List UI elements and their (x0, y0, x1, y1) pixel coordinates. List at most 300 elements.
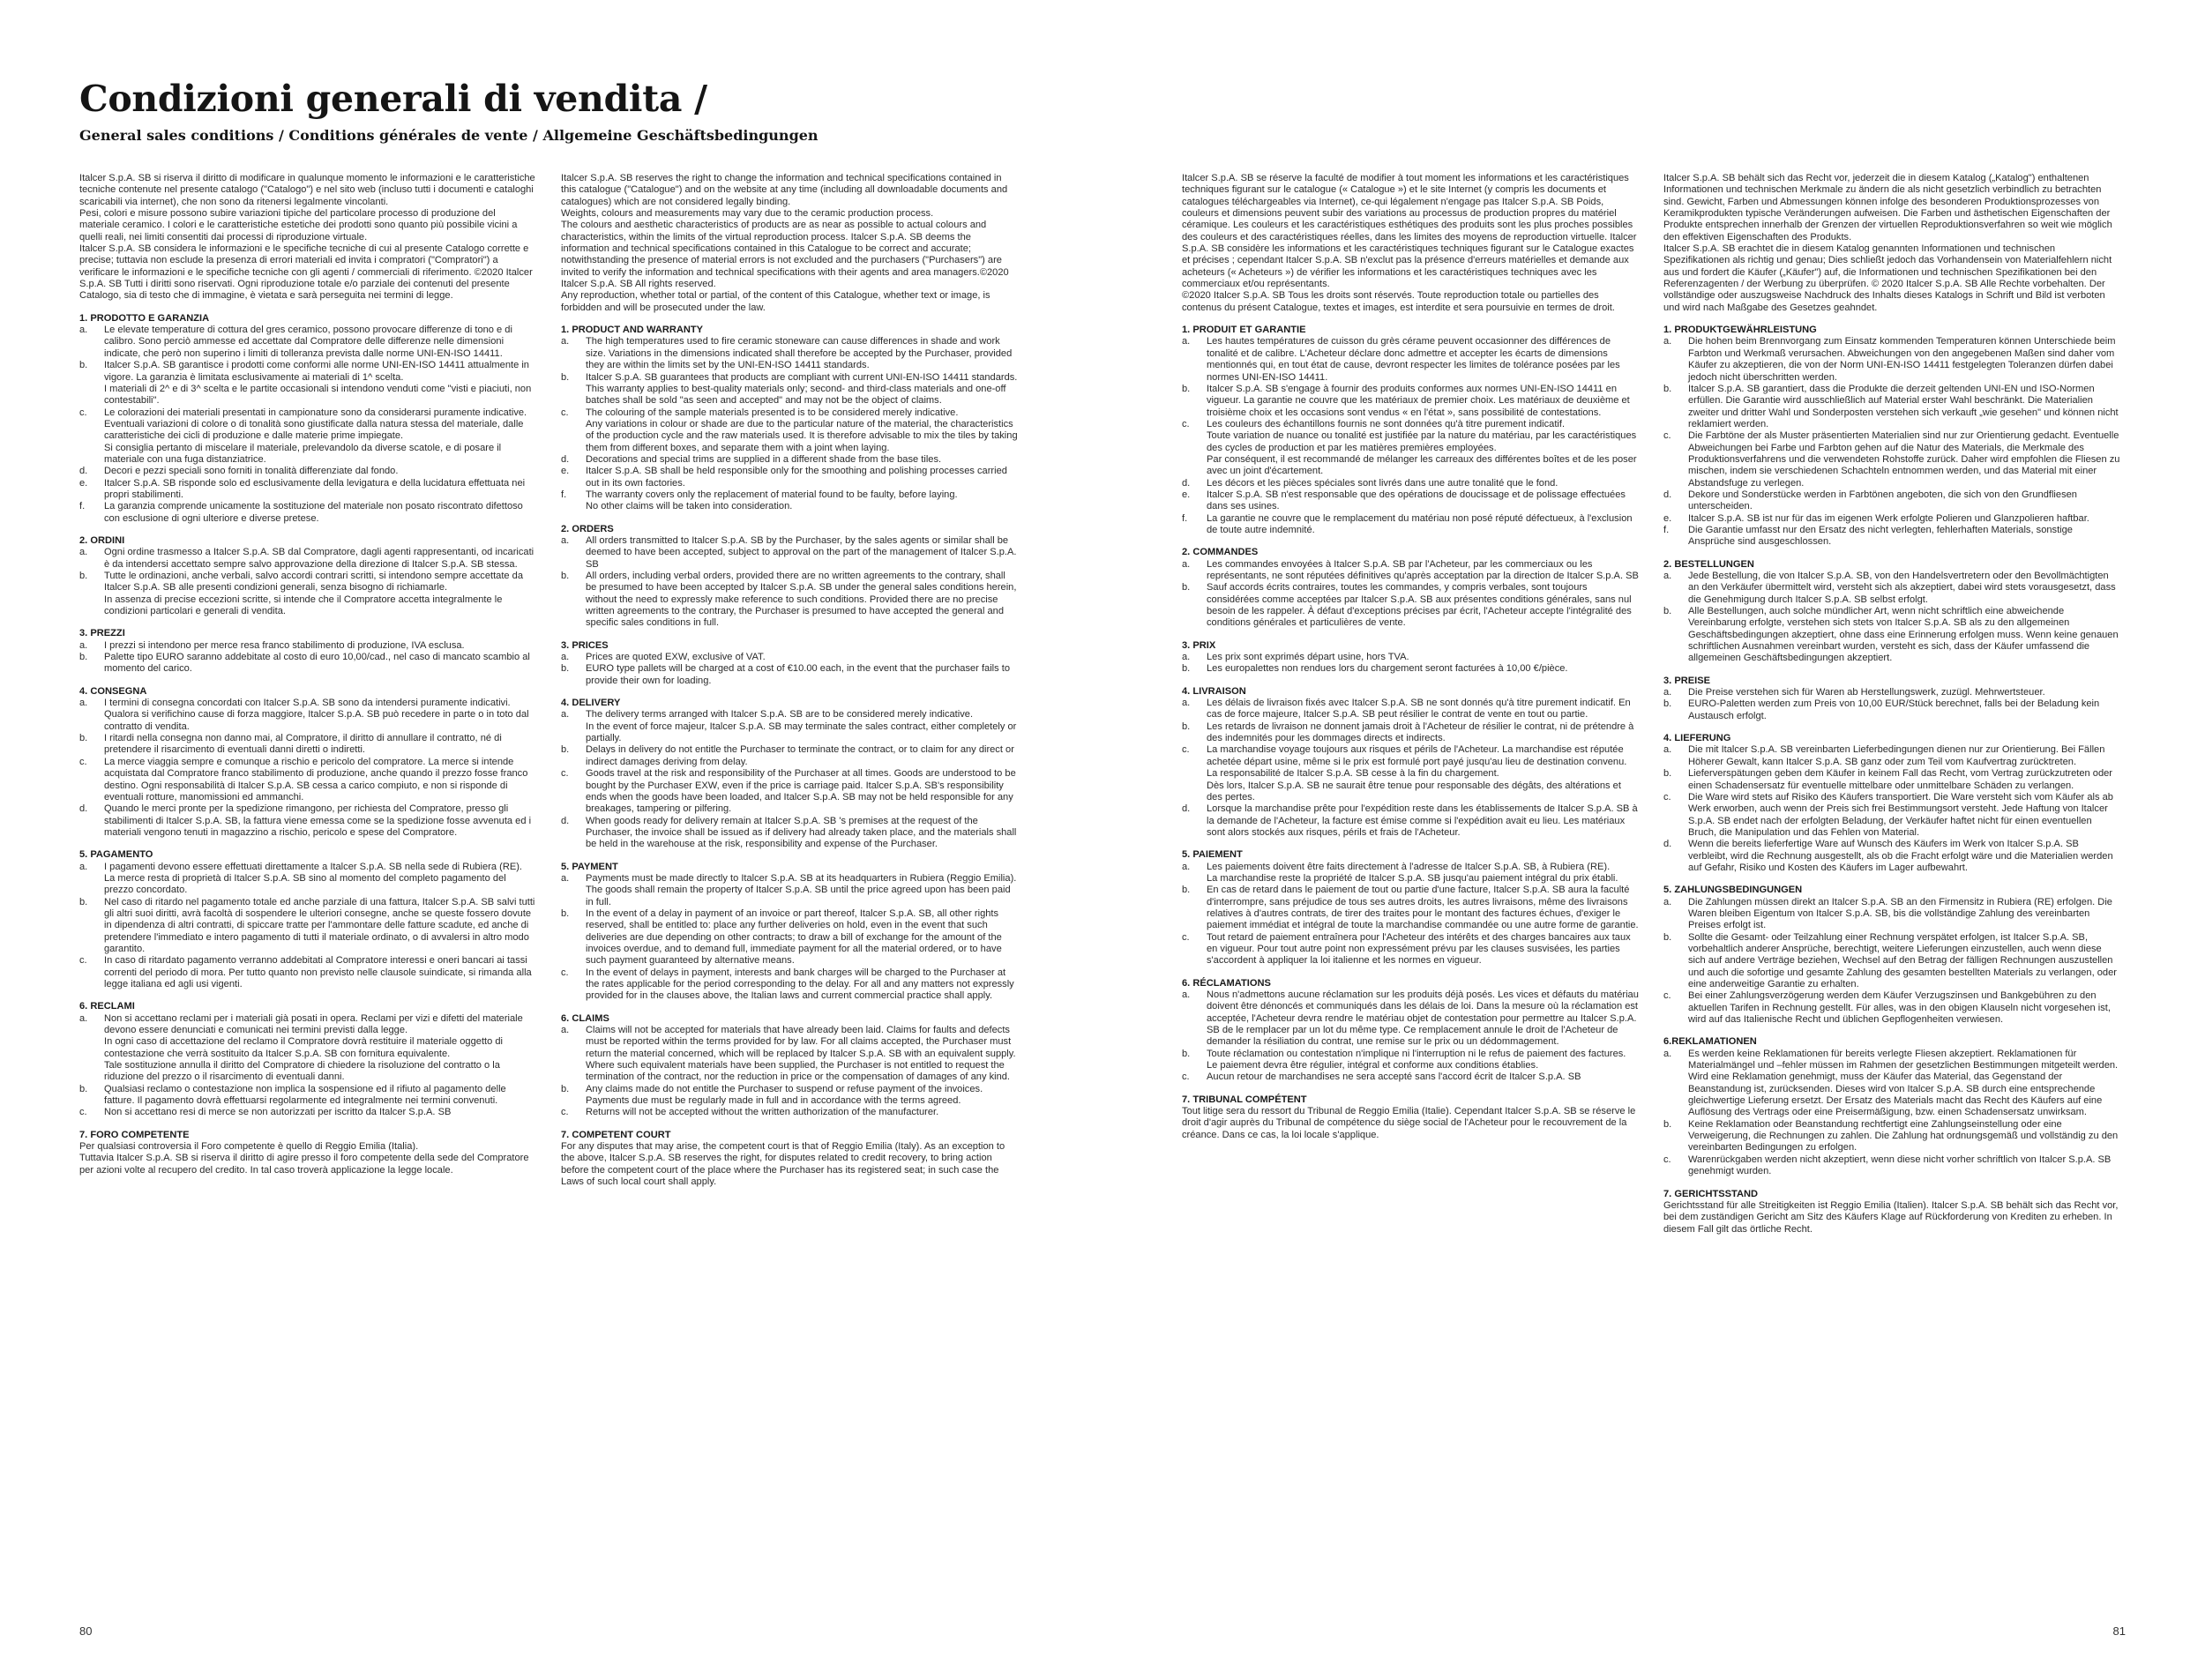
clause-letter: b. (561, 663, 570, 675)
clause-item (1182, 513, 1639, 537)
clause-item (1663, 744, 2120, 768)
clause-text: All orders, including verbal orders, provided there are no written agreements to the contrary, shall be presumed to have been accepted by Italcer S.p.A. SB under the general sales conditions herein, without the need to expressly make reference to such conditions. Provided there are no precise written agreements to the contrary, the Purchaser is presumed to have accepted the general and specific sales conditions in full. (586, 571, 1017, 629)
clause-letter: c. (79, 1107, 87, 1118)
page-subtitle: General sales conditions / Conditions générales de vente / Allgemeine Geschäftsbedingungen (79, 127, 818, 144)
section-heading: 2. COMMANDES (1182, 547, 1259, 558)
clause-item (1663, 687, 2120, 698)
terms-section (1663, 676, 2120, 722)
clause-letter: c. (79, 407, 87, 418)
section-heading: 7. GERICHTSSTAND (1663, 1188, 1759, 1199)
clause-letter: c. (1663, 430, 1671, 442)
clause-item (79, 862, 536, 897)
clause-text: Nel caso di ritardo nel pagamento totale ed anche parziale di una fattura, Italcer S.p.A. SB salvi tutti gli altri suoi diritti, avrà facoltà di sospendere le ulteriori consegne, anche se queste fossero dovute in dipendenza di altri contratti, di spiccare tratte per l'ammontare delle fatture scadute, ed anche di pretendere l'immediato e intero pagamento di tutti il materiale ordinato, o di avvalersi in altro modo garantito. (104, 896, 535, 954)
clause-list (79, 1013, 536, 1119)
clause-letter: e. (561, 466, 570, 477)
clause-letter: d. (561, 453, 570, 465)
clause-text: Dekore und Sonderstücke werden in Farbtönen angeboten, die sich von den Grundfliesen unterscheiden. (1688, 489, 2077, 512)
clause-item (79, 407, 536, 467)
clause-list (1182, 336, 1639, 536)
terms-section (79, 313, 536, 525)
section-text: Per qualsiasi controversia il Foro competente è quello di Reggio Emilia (Italia). Tuttavia Italcer S.p.A. SB si riserva il diritto di agire presso il foro competente della sede del Compratore per azioni volte al recupero del credito. In tal caso troverà applicazione la legge locale. (79, 1141, 529, 1176)
clause-text: Ogni ordine trasmesso a Italcer S.p.A. SB dal Compratore, dagli agenti rappresentanti, od incaricati è da intendersi accettato sempre salvo approvazione della direzione di Italcer S.p.A. SB stessa. (104, 547, 534, 570)
clause-letter: d. (1663, 489, 1672, 500)
clause-letter: b. (561, 371, 570, 383)
clause-list (1182, 652, 1639, 676)
clause-text: Aucun retour de marchandises ne sera accepté sans l'accord écrit de Italcer S.p.A. SB (1207, 1071, 1581, 1083)
clause-list (1663, 744, 2120, 874)
clause-letter: e. (1182, 489, 1191, 500)
clause-list (1663, 571, 2120, 665)
clause-letter: a. (1663, 687, 1672, 698)
clause-letter: b. (1182, 721, 1191, 732)
section-heading: 5. ZAHLUNGSBEDINGUNGEN (1663, 885, 1803, 896)
clause-item (1182, 419, 1639, 478)
clause-text: Die Zahlungen müssen direkt an Italcer S.p.A. SB an den Firmensitz in Rubiera (RE) erfolgen. Die Waren bleiben Eigentum von Italcer S.p.A. SB, bis die vollständige Zahlung des vereinbarten Preises erfolgt ist. (1688, 896, 2112, 931)
clause-text: Jede Bestellung, die von Italcer S.p.A. SB, von den Handelsvertretern oder den Bevollmächtigten an den Verkäufer übermittelt wird, versteht sich als akzeptiert, dabei wird stets vorausgesetzt, dass die Genehmigung durch Italcer S.p.A. SB selbst erfolgt. (1688, 571, 2116, 605)
clause-item (1663, 336, 2120, 383)
terms-section (1182, 640, 1639, 676)
clause-item (1663, 1049, 2120, 1119)
clause-text: Italcer S.p.A. SB n'est responsable que des opérations de doucissage et de polissage effectuées dans ses usines. (1207, 489, 1626, 512)
clause-item (79, 1107, 536, 1118)
clause-letter: b. (561, 744, 570, 756)
clause-item (1663, 1119, 2120, 1154)
section-heading: 1. PRODOTTO E GARANZIA (79, 312, 210, 324)
clause-item (1663, 571, 2120, 606)
clause-item (561, 663, 1018, 687)
terms-section (79, 1130, 536, 1176)
terms-section (1182, 1094, 1639, 1141)
clause-text: Les décors et les pièces spéciales sont livrés dans une autre tonalité que le fond. (1207, 477, 1558, 489)
clause-letter: b. (1182, 1048, 1191, 1059)
section-text: Tout litige sera du ressort du Tribunal de Reggio Emilia (Italie). Cependant Italcer S.p.A. SB se réserve le droit d'agir auprès du Tribunal de compétence du siège social de l'Acheteur pour le recouvrement de la créance. Dans ce cas, la loi locale s'applique. (1182, 1106, 1636, 1140)
clause-letter: b. (1663, 606, 1672, 617)
clause-letter: a. (79, 325, 88, 336)
clause-letter: a. (1182, 698, 1191, 709)
terms-section (1663, 325, 2120, 549)
clause-letter: e. (79, 477, 88, 489)
clause-letter: f. (561, 489, 567, 500)
clause-text: La merce viaggia sempre e comunque a rischio e pericolo del compratore. La merce si intende acquistata dal Compratore franco stabilimento di produzione, anche quando il prezzo fosse franco destino. Ogni responsabilità di Italcer S.p.A. SB cessa a carico compiuto, e non si risponde di eventuali rotture, manomissioni ed ammanchi. (104, 756, 528, 803)
section-heading: 6. RÉCLAMATIONS (1182, 977, 1271, 989)
page-title: Condizioni generali di vendita / (79, 78, 707, 120)
clause-text: Lorsque la marchandise prête pour l'expédition reste dans les établissements de Italcer S.p.A. SB à la demande de l'Acheteur, la facture est émise comme si l'expédition avait eu lieu. Les matériaux sont alors stockés aux risques, périls et frais de l'Acheteur. (1207, 803, 1638, 838)
clause-item (1663, 525, 2120, 549)
clause-item (79, 955, 536, 990)
clause-item (1182, 885, 1639, 931)
clause-letter: b. (79, 360, 88, 371)
clause-letter: a. (561, 1025, 570, 1036)
page-number-left: 80 (79, 1624, 93, 1638)
clause-letter: b. (1663, 1118, 1672, 1130)
intro-paragraph: Italcer S.p.A. SB behält sich das Recht vor, jederzeit die in diesem Katalog („Katalog") enthaltenen Informationen und technischen Merkmale zu ändern die als nicht gesetzlich verbindlich zu betrachten sind. Gewicht, Farben und Abmessungen können infolge des besonderen Produktionsprozesses von Keramikprodukten typische Veränderungen aufweisen. Die Farben und ästhetischen Eigenschaften der Produkte entsprechen innerhalb der Grenzen der virtuellen Reproduktionsverfahren so weit wie möglich den effektiven Eigenschaften des Produkts. Italcer S.p.A. SB erachtet die in diesem Katalog genannten Informationen und technischen Spezifikationen als richtig und genau; Dies schließt jedoch das Vorhandensein von Materialfehlern nicht aus und fordert die Käufer („Käufer") auf, die Informationen und technischen Spezifikationen bei den Referenzagenten / der Werbung zu überprüfen. © 2020 Italcer S.p.A. SB Alle Rechte vorbehalten. Der vollständige oder auszugsweise Nachdruck des Inhalts dieses Katalogs in Schrift und Bild ist verboten und wird nach Maßgabe des Gesetzes geahndet. (1663, 173, 2112, 313)
section-text: Gerichtsstand für alle Streitigkeiten ist Reggio Emilia (Italien). Italcer S.p.A. SB behält sich das Recht vor, bei dem zuständigen Gericht am Sitz des Käufers Klage auf Rückforderung von Krediten zu erheben. In diesem Fall gilt das örtliche Recht. (1663, 1199, 2119, 1235)
clause-item (1182, 582, 1639, 629)
clause-letter: d. (1663, 839, 1672, 850)
terms-section (79, 628, 536, 675)
page-number-right: 81 (2112, 1624, 2126, 1638)
clause-text: Non si accettano reclami per i materiali già posati in opera. Reclami per vizi e difetti del materiale devono essere denunciati e comunicati nei termini previsti dalla legge. In ogni caso di accettazione del reclamo il Compratore dovrà restituire il materiale oggetto di contestazione che verrà sostituito da Italcer S.p.A. SB con fornitura equivalente. Tale sostituzione annulla il diritto del Compratore di chiedere la risoluzione del contratto o la riduzione del prezzo o il risarcimento di eventuali danni. (104, 1012, 523, 1083)
intro-paragraph: Italcer S.p.A. SB si riserva il diritto di modificare in qualunque momento le informazioni e le caratteristiche tecniche contenute nel presente catalogo ("Catalogo") e nel sito web (incluso tutti i documenti e cataloghi scaricabili via internet), che non sono da ritenersi legalmente vincolanti. Pesi, colori e misure possono subire variazioni tipiche del particolare processo di produzione del materiale ceramico. I colori e le caratteristiche estetiche dei prodotti sono quanto più possibile vicini a quelli reali, nei limiti consentiti dai processi di riproduzione virtuale. Italcer S.p.A. SB considera le informazioni e le specifiche tecniche di cui al presente Catalogo corrette e precise; tuttavia non esclude la presenza di errori materiali ed invita i compratori ("Compratori") a verificare le informazioni e le specifiche tecniche con gli agenti / commerciali di riferimento. ©2020 Italcer S.p.A. SB Tutti i diritti sono riservati. Ogni riproduzione totale e/o parziale dei contenuti del presente Catalogo, sia di testo che di immagine, è vietata e sarà perseguita nei termini di legge. (79, 173, 535, 302)
clause-text: Es werden keine Reklamationen für bereits verlegte Fliesen akzeptiert. Reklamationen für Materialmängel und –fehler müssen im Rahmen der gesetzlichen Bestimmungen mitgeteilt werden. Wird eine Reklamation genehmigt, muss der Käufer das Material, das Gegenstand der Beanstandung ist, zurücksenden. Dieses wird von Italcer S.p.A. SB durch eine entsprechende gleichwertige Lieferung ersetzt. Der Ersatz des Materials macht das Recht des Käufers auf eine Auflösung des Vertrags oder eine Preisermäßigung, bzw. einen Schadensersatz unwirksam. (1688, 1048, 2119, 1118)
clause-letter: a. (561, 534, 570, 546)
terms-section (1663, 733, 2120, 874)
clause-item (79, 360, 536, 407)
clause-item (79, 571, 536, 617)
clause-list (79, 640, 536, 676)
clause-letter: a. (1663, 744, 1672, 756)
clause-item (1182, 803, 1639, 839)
clause-item (79, 640, 536, 652)
section-heading: 1. PRODUKTGEWÄHRLEISTUNG (1663, 325, 1817, 336)
clause-letter: c. (1182, 931, 1190, 943)
clause-item (1182, 489, 1639, 513)
clause-letter: d. (79, 466, 88, 477)
clause-text: Italcer S.p.A. SB ist nur für das im eigenen Werk erfolgte Polieren und Glanzpolieren haftbar. (1688, 512, 2089, 524)
clause-letter: e. (1663, 512, 1672, 524)
clause-text: La marchandise voyage toujours aux risques et périls de l'Acheteur. La marchandise est réputée achetée départ usine, même si le prix est formulé port payé jusqu'au lieu de destination convenu. La responsabilité de Italcer S.p.A. SB cesse à la fin du chargement. Dès lors, Italcer S.p.A. SB ne saurait être tenue pour responsable des dégâts, des altérations et des pertes. (1207, 744, 1627, 803)
clause-letter: a. (1663, 896, 1672, 907)
clause-letter: b. (1663, 768, 1672, 780)
clause-letter: b. (1663, 698, 1672, 710)
terms-section (561, 862, 1018, 1003)
clause-text: Les paiements doivent être faits directement à l'adresse de Italcer S.p.A. SB, à Rubiera (RE). La marchandise reste la propriété de Italcer S.p.A. SB jusqu'au paiement intégral du prix établi. (1207, 861, 1618, 884)
clause-text: All orders transmitted to Italcer S.p.A. SB by the Purchaser, by the sales agents or similar shall be deemed to have been accepted, subject to approval on the part of the management of Italcer S.p.A. SB (586, 534, 1017, 570)
clause-item (1182, 336, 1639, 383)
section-heading: 2. ORDINI (79, 534, 125, 546)
clause-text: Italcer S.p.A. SB s'engage à fournir des produits conformes aux normes UNI-EN-ISO 14411 en vigueur. La garantie ne couvre que les matériaux de premier choix. Les matériaux de deuxième et troisième choix et les occasions sont vendus « en l'état », sans possibilité de contestations. (1207, 383, 1630, 418)
clause-letter: a. (1663, 571, 1672, 581)
clause-text: Palette tipo EURO saranno addebitate al costo di euro 10,00/cad., nel caso di mancato scambio al momento del carico. (104, 652, 530, 675)
clause-item (1182, 478, 1639, 489)
clause-item (1663, 698, 2120, 722)
clause-item (1663, 513, 2120, 525)
section-heading: 3. PRIX (1182, 639, 1216, 651)
clause-item (561, 535, 1018, 571)
clause-text: Qualsiasi reclamo o contestazione non implica la sospensione ed il rifiuto al pagamento delle fatture. Il pagamento dovrà effettuarsi regolarmente ed integralmente nei termini convenuti. (104, 1083, 506, 1107)
clause-text: Les prix sont exprimés départ usine, hors TVA. (1207, 652, 1409, 663)
clause-letter: b. (1182, 383, 1191, 394)
clause-text: Nous n'admettons aucune réclamation sur les produits déjà posés. Les vices et défauts du matériau doivent être dénoncés et communiqués dans les délais de loi. Dans la mesure où la réclamation est acceptée, l'Acheteur devra rendre le matériau objet de contestation pour permettre au Italcer S.p.A. SB de le remplacer par un lot du même type. Ce remplacement annule le droit de l'Acheteur de demander la résiliation du contrat, une remise sur le prix ou un dédommagement. (1207, 989, 1639, 1048)
clause-text: Les délais de livraison fixés avec Italcer S.p.A. SB ne sont donnés qu'à titre purement indicatif. En cas de force majeure, Italcer S.p.A. SB peut résilier le contrat de vente en tout ou partie. (1207, 698, 1631, 721)
clause-item (1663, 489, 2120, 513)
column-english (561, 173, 1018, 1189)
clause-text: EURO-Paletten werden zum Preis von 10,00 EUR/Stück berechnet, falls bei der Beladung kein Austausch erfolgt. (1688, 698, 2100, 721)
clause-letter: a. (79, 547, 88, 558)
clause-text: Tutte le ordinazioni, anche verbali, salvo accordi contrari scritti, si intendono sempre accettate da Italcer S.p.A. SB alle presenti condizioni generali, senza bisogno di richiamarle. In assenza di precise eccezioni scritte, si intende che il Compratore accetta integralmente le condizioni particolari e generali di vendita. (104, 571, 524, 617)
clause-item (1182, 744, 1639, 803)
terms-section (1663, 1189, 2120, 1236)
clause-list (561, 873, 1018, 1003)
clause-text: Les commandes envoyées à Italcer S.p.A. SB par l'Acheteur, par les commerciaux ou les représentants, ne sont réputées définitives qu'après acceptation par la direction de Italcer S.p.A. SB (1207, 558, 1639, 581)
clause-text: In the event of delays in payment, interests and bank charges will be charged to the Purchaser at the rates applicable for the period corresponding to the delay. For all and any matters not expressly provided for in the clauses above, the Italian laws and current commercial practice shall apply. (586, 967, 1014, 1002)
clause-letter: c. (1663, 1154, 1671, 1165)
clause-text: Tout retard de paiement entraînera pour l'Acheteur des intérêts et des charges bancaires aux taux en vigueur. Pour tout autre point non expressément prévu par les clauses susvisées, les parties s'accordent à appliquer la loi italienne et les normes en vigueur. (1207, 931, 1631, 967)
clause-text: La garantie ne couvre que le remplacement du matériau non posé réputé défectueux, à l'exclusion de toute autre indemnité. (1207, 512, 1633, 535)
clause-letter: b. (1663, 931, 1672, 943)
clause-text: Die Ware wird stets auf Risiko des Käufers transportiert. Die Ware versteht sich vom Käufer als ab Werk erworben, auch wenn der Preis sich frei Bestimmungsort versteht. Jede Haftung von Italcer S.p.A. SB endet nach der erfolgten Beladung, der Verkäufer haftet nicht für einen eventuellen Bruch, die Manipulation und das Fehlen von Material. (1688, 791, 2113, 838)
intro-paragraph: Italcer S.p.A. SB reserves the right to change the information and technical specifications contained in this catalogue ("Catalogue") and on the website at any time (including all downloadable documents and catalogues) which are not considered legally binding. Weights, colours and measurements may vary due to the ceramic production process. The colours and aesthetic characteristics of products are as near as possible to actual colours and characteristics, within the limits of the virtual reproduction process. Italcer S.p.A. SB deems the information and technical specifications contained in this Catalogue to be correct and accurate; notwithstanding the presence of material errors is not excluded and the purchasers ("Purchasers") are invited to verify the information and technical specifications with their agents and area managers.©2020 Italcer S.p.A. SB All rights reserved. Any reproduction, whether total or partial, of the content of this Catalogue, whether text or image, is forbidden and will be prosecuted under the law. (561, 173, 1009, 313)
clause-item (1182, 721, 1639, 745)
clause-text: Die Garantie umfasst nur den Ersatz des nicht verlegten, fehlerhaften Materials, sonstige Ansprüche sind ausgeschlossen. (1688, 524, 2073, 548)
clause-letter: c. (561, 407, 569, 418)
clause-text: Prices are quoted EXW, exclusive of VAT. (586, 652, 766, 663)
terms-section (1182, 686, 1639, 839)
clause-text: In the event of a delay in payment of an invoice or part thereof, Italcer S.p.A. SB, all other rights reserved, shall be entitled to: place any further deliveries on hold, even in the event that such deliveries are due depending on other contracts; to draw a bill of exchange for the amount of the invoices overdue, and to demand full, immediate payment for all the material ordered, or to have such payment guaranteed by alternative means. (586, 907, 1002, 967)
clause-item (561, 466, 1018, 489)
clause-item (561, 372, 1018, 407)
section-heading: 4. DELIVERY (561, 698, 621, 709)
clause-item (79, 1084, 536, 1108)
terms-section (79, 1001, 536, 1118)
clause-item (1182, 1071, 1639, 1083)
clause-letter: b. (561, 571, 570, 581)
clause-letter: a. (79, 698, 88, 709)
clause-item (1182, 989, 1639, 1049)
clause-letter: a. (1182, 989, 1191, 1000)
section-heading: 7. COMPETENT COURT (561, 1129, 671, 1140)
clause-text: Returns will not be accepted without the written authorization of the manufacturer. (586, 1107, 939, 1118)
section-heading: 6. CLAIMS (561, 1012, 609, 1024)
clause-text: I termini di consegna concordati con Italcer S.p.A. SB sono da intendersi puramente indicativi. Qualora si verifichino cause di forza maggiore, Italcer S.p.A. SB può recedere in parte o in toto dal contratto di vendita. (104, 698, 529, 732)
clause-item (79, 698, 536, 733)
section-heading: 5. PAGAMENTO (79, 849, 153, 861)
clause-item (561, 336, 1018, 371)
clause-text: The high temperatures used to fire ceramic stoneware can cause differences in shade and work size. Variations in the dimensions indicated shall therefore be accepted by the Purchaser, provided they are within the limits set by the UNI-EN-ISO 14411 standards. (586, 336, 1013, 371)
clause-letter: b. (561, 907, 570, 919)
clause-item (1663, 897, 2120, 932)
clause-text: Sauf accords écrits contraires, toutes les commandes, y compris verbales, sont toujours considérées comme acceptées par Italcer S.p.A. SB aux présentes conditions générales, sans nul besoin de les rappeler. À défaut d'exceptions précises par écrit, l'Acheteur accepte l'intégralité des conditions générales et particulières de vente. (1207, 582, 1632, 629)
section-heading: 1. PRODUCT AND WARRANTY (561, 325, 704, 336)
clause-letter: a. (79, 861, 88, 872)
clause-text: Goods travel at the risk and responsibility of the Purchaser at all times. Goods are understood to be bought by the Purchaser EXW, even if the price is carriage paid. Italcer S.p.A. SB's responsibility ends when the goods have been loaded, and Italcer S.p.A. SB may not be held responsible for any breakages, tampering or pilfering. (586, 768, 1016, 815)
terms-section (1182, 547, 1639, 629)
clause-item (1663, 384, 2120, 430)
clause-item (79, 501, 536, 525)
clause-item (561, 454, 1018, 466)
terms-section (561, 524, 1018, 630)
clause-text: Le elevate temperature di cottura del gres ceramico, possono provocare differenze di tono e di calibro. Sono perciò ammesse ed accettate dal Compratore delle differenze nelle dimensioni indicate, che però non superino i limiti di tolleranza prevista dalle norme UNI-EN-ISO 14411. (104, 325, 512, 359)
clause-list (79, 325, 536, 525)
clause-letter: c. (561, 967, 569, 978)
clause-list (561, 709, 1018, 850)
clause-list (79, 698, 536, 839)
clause-item (561, 1025, 1018, 1084)
terms-section (79, 535, 536, 617)
clause-text: Die mit Italcer S.p.A. SB vereinbarten Lieferbedingungen dienen nur zur Orientierung. Bei Fällen Höherer Gewalt, kann Italcer S.p.A. SB ganz oder zum Teil vom Kaufvertrag zurücktreten. (1688, 744, 2105, 767)
clause-item (1182, 663, 1639, 675)
clause-letter: a. (1663, 1048, 1672, 1059)
clause-text: Die Preise verstehen sich für Waren ab Herstellungswerk, zuzügl. Mehrwertsteuer. (1688, 687, 2045, 698)
clause-item (561, 873, 1018, 908)
clause-text: Les europalettes non rendues lors du chargement seront facturées à 10,00 €/pièce. (1207, 663, 1568, 675)
clause-item (79, 803, 536, 839)
terms-section (561, 1013, 1018, 1119)
clause-item (79, 547, 536, 571)
clause-list (1663, 336, 2120, 548)
clause-letter: c. (79, 955, 87, 967)
clause-letter: b. (79, 571, 88, 581)
clause-letter: a. (561, 336, 570, 347)
clause-item (1663, 990, 2120, 1026)
clause-item (79, 652, 536, 676)
clause-letter: b. (79, 1083, 88, 1094)
clause-text: Italcer S.p.A. SB guarantees that products are compliant with current UNI-EN-ISO 14411 standards. This warranty applies to best-quality materials only; second- and third-class materials and one-off batches shall be sold "as seen and accepted" and may not be the object of claims. (586, 371, 1018, 407)
clause-item (1663, 839, 2120, 874)
clause-letter: b. (1182, 885, 1191, 896)
clause-text: Les retards de livraison ne donnent jamais droit à l'Acheteur de résilier le contrat, ni de prétendre à des indemnités pour les dommages directs et indirects. (1207, 721, 1634, 744)
section-heading: 5. PAYMENT (561, 861, 618, 872)
clause-text: The delivery terms arranged with Italcer S.p.A. SB are to be considered merely indicative. In the event of force majeur, Italcer S.p.A. SB may terminate the sales contract, either completely or partially. (586, 709, 1017, 744)
clause-letter: b. (1663, 383, 1672, 394)
clause-text: Delays in delivery do not entitle the Purchaser to terminate the contract, or to claim for any direct or indirect damages deriving from delay. (586, 744, 1014, 767)
clause-list (79, 547, 536, 617)
terms-section (1663, 1036, 2120, 1177)
clause-item (79, 1013, 536, 1084)
page-left (0, 0, 1102, 1680)
clause-text: Italcer S.p.A. SB garantiert, dass die Produkte die derzeit geltenden UNI-EN und ISO-Normen erfüllen. Die Garantie wird ausschließlich auf Material erster Wahl beschränkt. Die Materialien zweiter und dritter Wahl und Sonderposten verstehen sich verkauft „wie gesehen" und können nicht reklamiert werden. (1688, 383, 2119, 429)
clause-letter: a. (79, 1012, 88, 1024)
terms-section (561, 325, 1018, 513)
clause-item (1182, 652, 1639, 663)
clause-text: Les hautes températures de cuisson du grès cérame peuvent occasionner des différences de tonalité et de calibre. L'Acheteur déclare donc admettre et accepter les écarts de dimensions mentionnés qui, en tout état de cause, devront respecter les limites de tolérance posées par les normes UNI-EN-ISO 14411. (1207, 336, 1620, 383)
clause-list (1663, 1049, 2120, 1178)
clause-item (561, 744, 1018, 768)
clause-letter: a. (1182, 861, 1191, 872)
section-heading: 7. FORO COMPETENTE (79, 1129, 190, 1140)
section-heading: 3. PREISE (1663, 675, 1711, 686)
clause-item (1182, 698, 1639, 721)
clause-item (561, 652, 1018, 663)
column-french (1182, 173, 1639, 1141)
clause-text: Toute réclamation ou contestation n'implique ni l'interruption ni le refus de paiement des factures. Le paiement devra être régulier, intégral et conforme aux conditions établies. (1207, 1048, 1626, 1071)
clause-text: Sollte die Gesamt- oder Teilzahlung einer Rechnung verspätet erfolgen, ist Italcer S.p.A. SB, vorbehaltlich anderer Ansprüche, berechtigt, weitere Lieferungen einzustellen, auch wenn diese sich auf andere Verträge beziehen, Wechsel auf den Betrag der fälligen Rechnungen auszustellen und auch die sofortige und gesamte Zahlung des gesamten bestellten Materials zu verlangen, oder eine anderweitige Garantie zu erhalten. (1688, 931, 2117, 989)
clause-text: Warenrückgaben werden nicht akzeptiert, wenn diese nicht vorher schriftlich von Italcer S.p.A. SB genehmigt wurden. (1688, 1154, 2112, 1177)
section-heading: 3. PREZZI (79, 628, 125, 639)
clause-list (1663, 897, 2120, 1027)
clause-item (1182, 862, 1639, 885)
clause-letter: c. (561, 1107, 569, 1118)
clause-item (1182, 1049, 1639, 1072)
section-heading: 6.REKLAMATIONEN (1663, 1036, 1757, 1048)
section-heading: 3. PRICES (561, 639, 609, 651)
clause-letter: b. (1182, 582, 1191, 594)
section-text: For any disputes that may arise, the competent court is that of Reggio Emilia (Italy). As an exception to the above, Italcer S.p.A. SB reserves the right, for disputes related to credit recovery, to bring action before the competent court of the place where the Purchaser has its registered seat; in such case the Laws of such local court shall apply. (561, 1141, 1005, 1188)
clause-item (561, 489, 1018, 513)
clause-letter: b. (79, 896, 88, 907)
clause-list (1182, 698, 1639, 839)
clause-text: Bei einer Zahlungsverzögerung werden dem Käufer Verzugszinsen und Bankgebühren zu den aktuellen Tarifen in Rechnung gestellt. Für alles, was in den obigen Klauseln nicht vorgesehen ist, wird auf das Italienische Recht und üblichen Gepflogenheiten verwiesen. (1688, 990, 2111, 1026)
clause-item (561, 908, 1018, 967)
section-heading: 5. PAIEMENT (1182, 849, 1243, 861)
clause-item (1663, 792, 2120, 839)
terms-section (1182, 849, 1639, 967)
clause-letter: d. (1182, 803, 1191, 815)
clause-item (561, 1084, 1018, 1108)
clause-text: La garanzia comprende unicamente la sostituzione del materiale non posato riscontrato difettoso con esclusione di ogni ulteriore e diverse pretese. (104, 501, 523, 524)
clause-letter: f. (79, 501, 86, 512)
clause-item (561, 967, 1018, 1003)
clause-letter: a. (1663, 336, 1672, 347)
clause-text: Claims will not be accepted for materials that have already been laid. Claims for faults and defects must be reported within the terms provided for by law. For all claims accepted, the Purchaser must return the material concerned, which will be replaced by Italcer S.p.A. SB with an equivalent supply. Where such equivalent materials have been supplied, the Purchaser is not entitled to request the termination of the contract, nor the reduction in price or the compensation of damages of any kind. (586, 1025, 1016, 1083)
clause-list (1663, 687, 2120, 722)
clause-text: I ritardi nella consegna non danno mai, al Compratore, il diritto di annullare il contratto, né di pretendere il risarcimento di eventuali danni diretti o indiretti. (104, 733, 502, 756)
clause-list (561, 652, 1018, 687)
section-heading: 7. TRIBUNAL COMPÉTENT (1182, 1094, 1307, 1105)
clause-text: Decori e pezzi speciali sono forniti in tonalità differenziate dal fondo. (104, 466, 399, 477)
clause-text: En cas de retard dans le paiement de tout ou partie d'une facture, Italcer S.p.A. SB aura la faculté d'interrompre, sans préjudice de tous ses autres droits, les autres livraisons, même des livraisons relatives à d'autres contrats, de tirer des traites pour le montant des factures échues, d'exiger le paiement immédiat et intégral de toute la marchandise commandée ou une autre forme de garantie. (1207, 885, 1639, 931)
clause-text: Quando le merci pronte per la spedizione rimangono, per richiesta del Compratore, presso gli stabilimenti di Italcer S.p.A. SB, la fattura viene emessa come se la spedizione fosse avvenuta ed i materiali vengono tenuti in magazzino a rischio, pericolo e spese del Compratore. (104, 803, 532, 838)
clause-letter: b. (79, 652, 88, 663)
clause-item (1663, 1154, 2120, 1178)
clause-text: I prezzi si intendono per merce resa franco stabilimento di produzione, IVA esclusa. (104, 639, 465, 651)
clause-list (561, 336, 1018, 512)
clause-text: I pagamenti devono essere effettuati direttamente a Italcer S.p.A. SB nella sede di Rubiera (RE). La merce resta di proprietà di Italcer S.p.A. SB sino al momento del completo pagamento del prezzo concordato. (104, 861, 523, 896)
section-heading: 2. BESTELLUNGEN (1663, 558, 1754, 570)
terms-section (1663, 885, 2120, 1026)
clause-letter: c. (561, 768, 569, 780)
clause-item (79, 466, 536, 477)
column-italian (79, 173, 536, 1176)
section-heading: 4. CONSEGNA (79, 685, 147, 697)
clause-letter: c. (79, 756, 87, 767)
clause-item (1182, 384, 1639, 419)
terms-section (1182, 978, 1639, 1084)
clause-text: Payments must be made directly to Italcer S.p.A. SB at its headquarters in Rubiera (Reggio Emilia). The goods shall remain the property of Italcer S.p.A. SB until the price agreed upon has been paid in full. (586, 872, 1017, 907)
clause-letter: a. (1182, 652, 1191, 663)
terms-section (1182, 325, 1639, 536)
clause-letter: a. (79, 639, 88, 651)
clause-text: When goods ready for delivery remain at Italcer S.p.A. SB 's premises at the request of the Purchaser, the invoice shall be issued as if delivery had already taken place, and the materials shall be held in the warehouse at the risk, responsibility and expense of the Purchaser. (586, 815, 1017, 850)
terms-section (79, 686, 536, 839)
clause-text: Italcer S.p.A. SB shall be held responsible only for the smoothing and polishing processes carried out in its own factories. (586, 466, 1007, 489)
clause-letter: d. (79, 803, 88, 815)
clause-item (79, 478, 536, 502)
clause-letter: a. (1182, 336, 1191, 347)
terms-section (561, 640, 1018, 687)
clause-item (561, 709, 1018, 744)
clause-item (79, 897, 536, 956)
terms-section (1663, 559, 2120, 665)
terms-section (79, 849, 536, 990)
clause-item (561, 571, 1018, 630)
clause-item (1663, 606, 2120, 665)
clause-text: EURO type pallets will be charged at a cost of €10.00 each, in the event that the purchaser fails to provide their own for loading. (586, 663, 1011, 686)
clause-text: Lieferverspätungen geben dem Käufer in keinem Fall das Recht, vom Vertrag zurückzutreten oder einen Schadensersatz für eventuelle mittelbare oder unmittelbare Schäden zu verlangen. (1688, 768, 2112, 791)
clause-text: Italcer S.p.A. SB garantisce i prodotti come conformi alle norme UNI-EN-ISO 14411 attualmente in vigore. La garanzia è limitata esclusivamente ai materiali di 1^ scelta. I materiali di 2^ e di 3^ scelta e le partite occasionali si intendono venduti come "visti e piaciuti, non contestabili". (104, 360, 532, 407)
clause-letter: b. (561, 1083, 570, 1094)
clause-letter: d. (561, 815, 570, 826)
section-heading: 2. ORDERS (561, 523, 614, 534)
clause-item (79, 733, 536, 757)
clause-list (79, 862, 536, 991)
terms-section (561, 1130, 1018, 1189)
clause-text: In caso di ritardato pagamento verranno addebitati al Compratore interessi e oneri bancari ai tassi correnti del periodo di mora. Per tutto quanto non previsto nelle clausole suindicate, si rimanda alla legge italiana ed agli usi vigenti. (104, 955, 532, 989)
clause-letter: c. (1663, 990, 1671, 1002)
clause-list (1182, 862, 1639, 967)
clause-text: Alle Bestellungen, auch solche mündlicher Art, wenn nicht schriftlich eine abweichende Vereinbarung erfolgte, verstehen sich stets von Italcer S.p.A. SB als zu den allgemeinen Geschäftsbedingungen akzeptiert, ohne dass eine Erinnerung erfolgen muss. Wenn keine genauen schriftlichen Ausnahmen vereinbart wurden, versteht es sich, dass der Käufer umfassend die allgemeinen Geschäftsbedingungen akzeptiert. (1688, 606, 2119, 664)
clause-letter: b. (79, 733, 88, 744)
clause-text: Decorations and special trims are supplied in a different shade from the base tiles. (586, 453, 942, 465)
clause-item (79, 325, 536, 360)
clause-item (79, 757, 536, 803)
clause-letter: a. (1182, 558, 1191, 570)
clause-text: Any claims made do not entitle the Purchaser to suspend or refuse payment of the invoices. Payments due must be regularly made in full and in accordance with the terms agreed. (586, 1083, 983, 1107)
clause-letter: f. (1663, 524, 1670, 535)
clause-text: Die hohen beim Brennvorgang zum Einsatz kommenden Temperaturen können Unterschiede beim Farbton und Werkmaß verursachen. Abweichungen von den angegebenen Maßen sind daher vom Käufer zu akzeptieren, die von der Norm UNI-EN-ISO 14411 festgelegten Toleranzen dürfen dabei jedoch nicht überschritten werden. (1688, 336, 2116, 383)
clause-item (561, 1107, 1018, 1118)
clause-letter: f. (1182, 512, 1188, 524)
